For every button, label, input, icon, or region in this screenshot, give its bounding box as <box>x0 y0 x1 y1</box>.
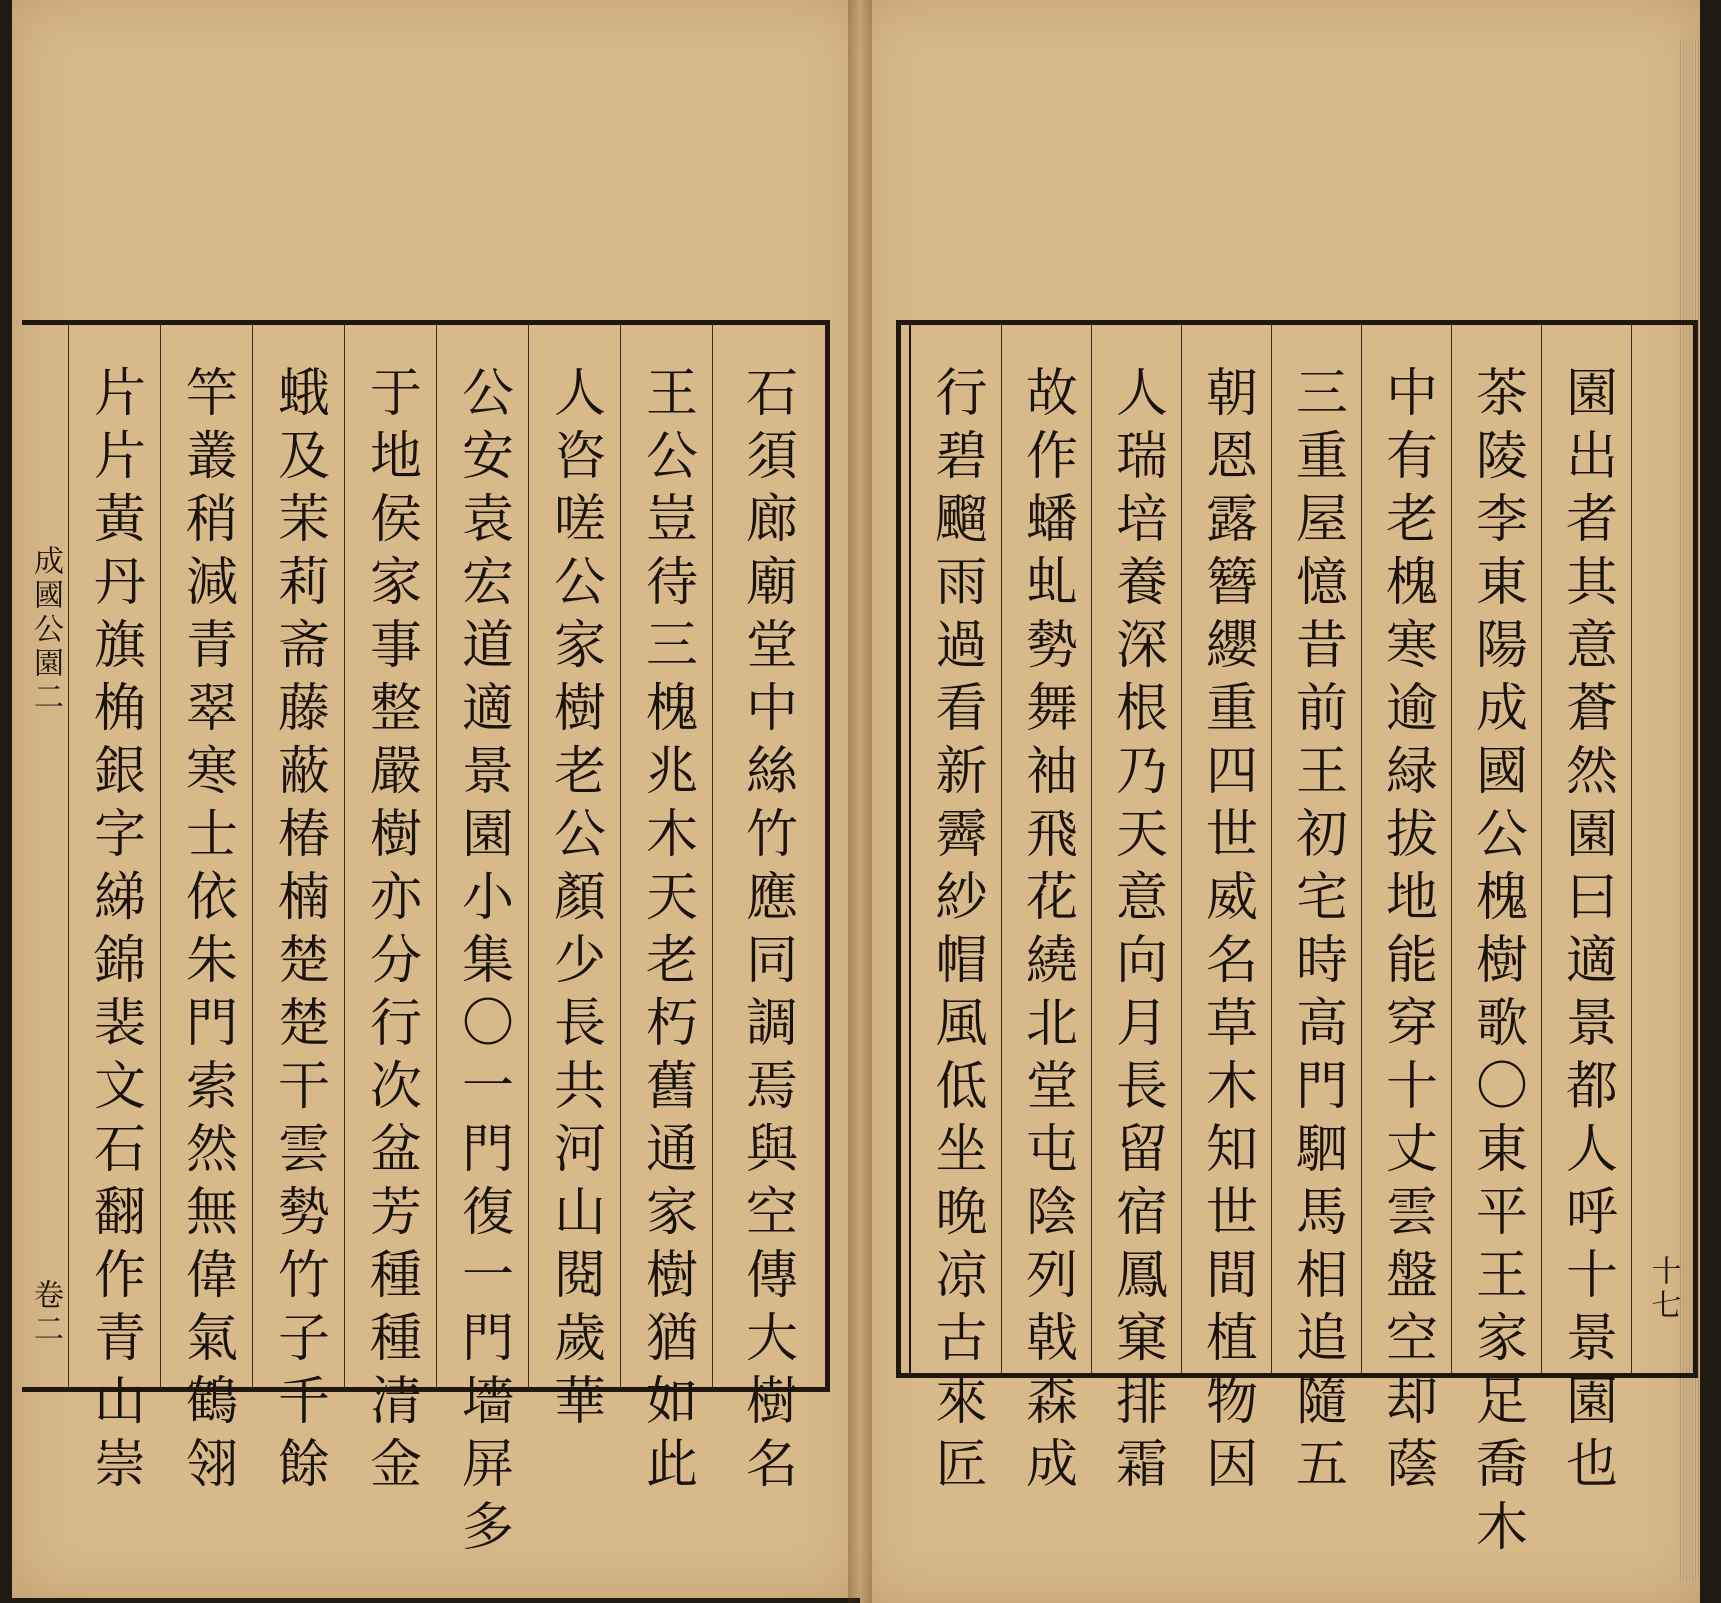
left-column-4 <box>436 325 528 1562</box>
right-column-7 <box>1001 325 1091 1499</box>
left-column-5 <box>344 325 436 1499</box>
right-column-2 <box>1451 325 1541 1562</box>
right-column-3 <box>1361 325 1451 1499</box>
right-column-1 <box>1541 325 1631 1499</box>
left-column-6 <box>252 325 344 1499</box>
column-text: 園出者其意蒼然園曰適景都人呼十景園也 <box>1556 365 1617 1499</box>
column-text: 朝恩露簪纓重四世威名草木知世間植物因 <box>1196 365 1257 1499</box>
right-center-margin <box>1631 325 1693 1373</box>
column-text: 中有老槐寒逾緑拔地能穿十丈雲盤空却蔭 <box>1376 365 1437 1499</box>
column-text: 茶陵李東陽成國公槐樹歌〇東平王家足喬木 <box>1466 365 1527 1562</box>
right-column-6 <box>1091 325 1181 1499</box>
left-column-7 <box>160 325 252 1499</box>
right-column-8 <box>911 325 1001 1499</box>
column-text: 王公豈待三槐兆木天老朽舊通家樹猶如此 <box>636 365 697 1499</box>
left-column-2 <box>620 325 712 1499</box>
column-text: 竿叢稍減青翠寒士依朱門索然無偉氣鶴翎 <box>176 365 237 1499</box>
column-text: 三重屋憶昔前王初宅時高門駟馬相追隨五 <box>1286 365 1347 1499</box>
book-spine <box>848 0 872 1603</box>
column-text: 石須廊廟堂中絲竹應同調焉與空傳大樹名 <box>736 365 797 1499</box>
column-text: 人瑞培養深根乃天意向月長留宿鳳窠排霜 <box>1106 365 1167 1499</box>
column-text: 片片黃丹旗桷銀字綈錦裴文石翻作青山崇 <box>84 365 145 1499</box>
left-text-frame <box>22 320 830 1562</box>
right-text-frame <box>896 320 1698 1562</box>
column-text: 人咨嗟公家樹老公顏少長共河山閱歲華 <box>544 365 605 1436</box>
column-text: 公安袁宏道適景園小集〇一門復一門墻屏多 <box>452 365 513 1562</box>
book-title-label: 成國公園二 <box>28 545 63 715</box>
column-text: 蛾及茉莉斋藤蔽椿楠楚楚干雲勢竹子千餘 <box>268 365 329 1499</box>
left-column-8 <box>68 325 160 1499</box>
left-column-3 <box>528 325 620 1436</box>
left-center-margin <box>22 325 68 1387</box>
right-column-5 <box>1181 325 1271 1499</box>
column-text: 于地侯家事整嚴樹亦分行次盆芳種種清金 <box>360 365 421 1499</box>
right-column-4 <box>1271 325 1361 1499</box>
column-text: 行碧飀雨過看新霽紗帽風低坐晚凉古來匠 <box>926 365 986 1499</box>
volume-label: 卷二 <box>28 1279 63 1347</box>
folio-number: 十七 <box>1645 1255 1681 1323</box>
left-column-1 <box>712 325 820 1499</box>
column-text: 故作蟠虬勢舞袖飛花繞北堂屯陰列戟森成 <box>1016 365 1077 1499</box>
